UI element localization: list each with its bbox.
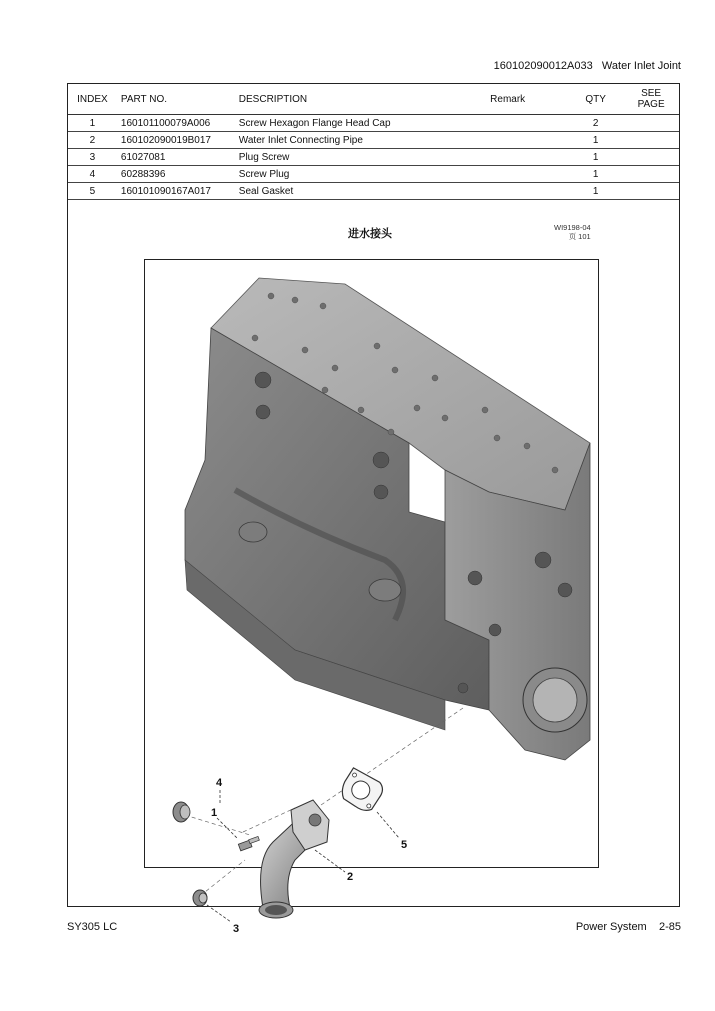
screw-plug: [173, 802, 190, 822]
cell-part-no: 60288396: [117, 166, 235, 183]
engine-block-illustration: [145, 260, 600, 935]
cell-remark: [486, 115, 568, 132]
cell-remark: [486, 132, 568, 149]
callout-5: 5: [401, 839, 408, 851]
cell-index: 2: [68, 132, 117, 149]
parts-table: [68, 84, 679, 200]
col-part-no: PART NO.: [117, 84, 235, 115]
assembly-lines: [185, 708, 463, 900]
cell-index: 5: [68, 183, 117, 200]
plug-screw: [193, 890, 207, 906]
cell-part-no: 160101090167A017: [117, 183, 235, 200]
cell-index: 4: [68, 166, 117, 183]
cell-remark: [486, 183, 568, 200]
table-row: [68, 115, 679, 132]
cell-part-no: 160101100079A006: [117, 115, 235, 132]
cell-description: Screw Hexagon Flange Head Cap: [235, 115, 486, 132]
cell-index: 1: [68, 115, 117, 132]
cell-qty: 1: [568, 149, 623, 166]
table-row: [68, 183, 679, 200]
cell-see-page: [623, 115, 679, 132]
cell-remark: [486, 149, 568, 166]
footer-model: SY305 LC: [67, 921, 118, 933]
figure-page-ref: 页 101: [568, 232, 591, 241]
cell-description: Seal Gasket: [235, 183, 486, 200]
footer-page-number: 2-85: [658, 921, 681, 933]
cell-index: 3: [68, 149, 117, 166]
header-title: Water Inlet Joint: [601, 60, 681, 72]
callout-1: 1: [211, 807, 218, 819]
footer-section-page: [576, 921, 681, 933]
callout-3: 3: [233, 923, 240, 935]
cell-remark: [486, 166, 568, 183]
cell-see-page: [623, 149, 679, 166]
col-see-page: SEE PAGE: [623, 84, 679, 115]
col-remark: Remark: [486, 84, 568, 115]
exploded-view-drawing: [144, 259, 599, 935]
figure-title: 进水接头: [348, 227, 392, 240]
cell-description: Screw Plug: [235, 166, 486, 183]
footer-section: Power System: [575, 921, 647, 933]
figure-code: WI9198-04: [554, 223, 591, 232]
cell-see-page: [623, 166, 679, 183]
cell-see-page: [623, 183, 679, 200]
cell-description: Plug Screw: [235, 149, 486, 166]
col-description: DESCRIPTION: [235, 84, 486, 115]
water-inlet-pipe: [259, 800, 329, 918]
callout-4: 4: [216, 777, 223, 789]
cell-part-no: 61027081: [117, 149, 235, 166]
cell-see-page: [623, 132, 679, 149]
cell-qty: 1: [568, 166, 623, 183]
table-row: [68, 132, 679, 149]
cell-qty: 2: [568, 115, 623, 132]
figure-code-block: [554, 223, 591, 241]
table-row: [68, 149, 679, 166]
col-qty: QTY: [568, 84, 623, 115]
table-row: [68, 166, 679, 183]
cell-part-no: 160102090019B017: [117, 132, 235, 149]
header-part-code: 160102090012A033: [493, 60, 593, 72]
page-header: [494, 60, 681, 72]
cell-description: Water Inlet Connecting Pipe: [235, 132, 486, 149]
seal-gasket: [337, 767, 386, 814]
cell-qty: 1: [568, 183, 623, 200]
cell-qty: 1: [568, 132, 623, 149]
table-header-row: [68, 84, 679, 115]
col-index: INDEX: [68, 84, 117, 115]
callout-2: 2: [347, 871, 354, 883]
flange-screw: [238, 836, 259, 850]
